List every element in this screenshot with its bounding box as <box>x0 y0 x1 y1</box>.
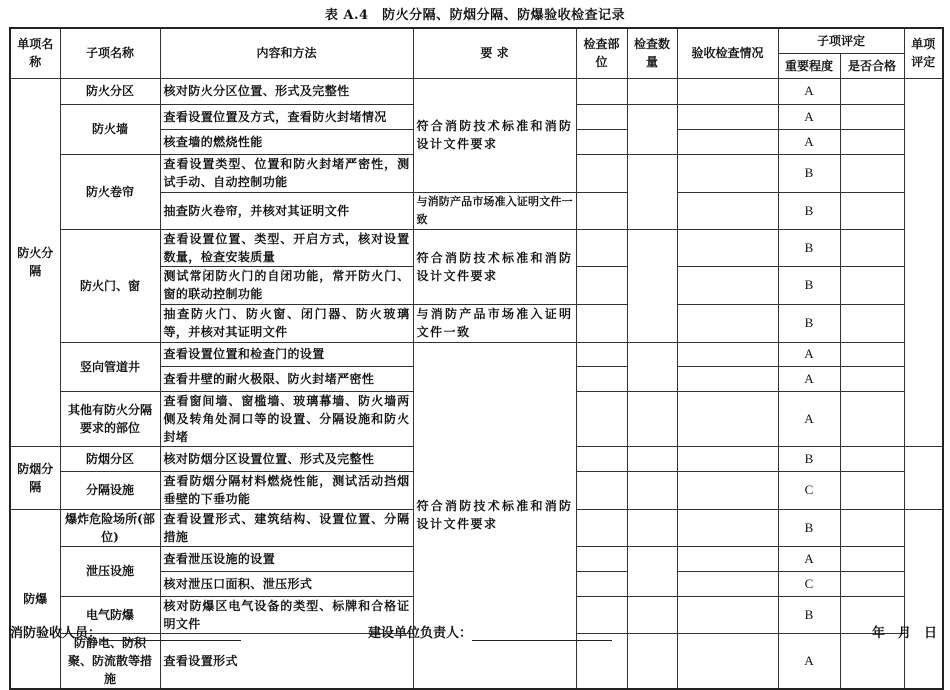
result-cell[interactable] <box>677 391 778 446</box>
importance-grade: C <box>778 571 840 596</box>
result-cell[interactable] <box>677 509 778 546</box>
location-cell[interactable] <box>576 509 627 546</box>
importance-grade: C <box>778 471 840 509</box>
qualified-cell[interactable] <box>840 571 904 596</box>
subitem-name: 竖向管道井 <box>60 342 160 391</box>
check-content: 抽查防火卷帘，并核对其证明文件 <box>160 192 413 229</box>
quantity-cell[interactable] <box>627 391 677 446</box>
qualified-cell[interactable] <box>840 266 904 304</box>
subitem-name: 防烟分区 <box>60 446 160 471</box>
check-content: 核对泄压口面积、泄压形式 <box>160 571 413 596</box>
owner-signature-line <box>472 626 612 641</box>
location-cell[interactable] <box>576 546 627 571</box>
qualified-cell[interactable] <box>840 192 904 229</box>
check-content: 核查墙的燃烧性能 <box>160 129 413 154</box>
qualified-cell[interactable] <box>840 446 904 471</box>
header-sub-eval: 子项评定 <box>778 28 904 53</box>
subitem-name: 爆炸危险场所(部位) <box>60 509 160 546</box>
result-cell[interactable] <box>677 633 778 689</box>
subitem-name: 分隔设施 <box>60 471 160 509</box>
header-content: 内容和方法 <box>160 28 413 78</box>
result-cell[interactable] <box>677 78 778 104</box>
item-eval-cell[interactable] <box>904 509 943 689</box>
importance-grade: B <box>778 596 840 633</box>
check-content: 核对防火分区位置、形式及完整性 <box>160 78 413 104</box>
requirement: 符合消防技术标准和消防设计文件要求 <box>413 229 576 304</box>
subitem-name: 其他有防火分隔要求的部位 <box>60 391 160 446</box>
check-content: 查看设置形式、建筑结构、设置位置、分隔措施 <box>160 509 413 546</box>
result-cell[interactable] <box>677 229 778 266</box>
item-name: 防烟分隔 <box>10 446 60 509</box>
quantity-cell[interactable] <box>627 633 677 689</box>
table-row <box>10 78 943 104</box>
inspector-signature <box>10 622 241 641</box>
header-item: 单项名称 <box>10 28 60 78</box>
importance-grade: B <box>778 229 840 266</box>
importance-grade: A <box>778 391 840 446</box>
result-cell[interactable] <box>677 366 778 391</box>
requirement: 与消防产品市场准入证明文件一致 <box>413 304 576 342</box>
check-content: 核对防爆区电气设备的类型、标牌和合格证明文件 <box>160 596 413 633</box>
location-cell[interactable] <box>576 391 627 446</box>
result-cell[interactable] <box>677 104 778 129</box>
importance-grade: A <box>778 104 840 129</box>
importance-grade: B <box>778 192 840 229</box>
qualified-cell[interactable] <box>840 509 904 546</box>
requirement: 与消防产品市场准入证明文件一致 <box>413 192 576 229</box>
location-cell[interactable] <box>576 192 627 229</box>
check-content: 查看设置位置、类型、开启方式，核对设置数量，检查安装质量 <box>160 229 413 266</box>
subitem-name: 防火门、窗 <box>60 229 160 342</box>
check-content: 查看设置位置及方式，查看防火封堵情况 <box>160 104 413 129</box>
importance-grade: B <box>778 154 840 192</box>
importance-grade: A <box>778 546 840 571</box>
quantity-cell[interactable] <box>627 509 677 546</box>
inspection-record-table <box>9 27 944 690</box>
quantity-cell[interactable] <box>627 596 677 633</box>
subitem-name: 泄压设施 <box>60 546 160 596</box>
qualified-cell[interactable] <box>840 633 904 689</box>
qualified-cell[interactable] <box>840 104 904 129</box>
check-content: 测试常闭防火门的自闭功能，常开防火门、窗的联动控制功能 <box>160 266 413 304</box>
table-row <box>10 229 943 266</box>
table-title: 表 A.4 防火分隔、防烟分隔、防爆验收检查记录 <box>324 8 626 23</box>
result-cell[interactable] <box>677 192 778 229</box>
qualified-cell[interactable] <box>840 471 904 509</box>
check-content: 查看井壁的耐火极限、防火封堵严密性 <box>160 366 413 391</box>
result-cell[interactable] <box>677 304 778 342</box>
check-content: 查看设置类型、位置和防火封堵严密性，测试手动、自动控制功能 <box>160 154 413 192</box>
qualified-cell[interactable] <box>840 78 904 104</box>
importance-grade: A <box>778 366 840 391</box>
header-subitem: 子项名称 <box>60 28 160 78</box>
quantity-cell[interactable] <box>627 104 677 154</box>
quantity-cell[interactable] <box>627 229 677 342</box>
check-content: 抽查防火门、防火窗、闭门器、防火玻璃等，并核对其证明文件 <box>160 304 413 342</box>
qualified-cell[interactable] <box>840 366 904 391</box>
location-cell[interactable] <box>576 229 627 266</box>
subitem-name: 电气防爆 <box>60 596 160 633</box>
header-requirement: 要 求 <box>413 28 576 78</box>
importance-grade: B <box>778 304 840 342</box>
header-result: 验收检查情况 <box>677 28 778 78</box>
location-cell[interactable] <box>576 633 627 689</box>
check-content: 查看设置位置和检查门的设置 <box>160 342 413 366</box>
qualified-cell[interactable] <box>840 154 904 192</box>
qualified-cell[interactable] <box>840 229 904 266</box>
result-cell[interactable] <box>677 266 778 304</box>
quantity-cell[interactable] <box>627 471 677 509</box>
location-cell[interactable] <box>576 78 627 104</box>
importance-grade: A <box>778 78 840 104</box>
location-cell[interactable] <box>576 129 627 154</box>
requirement: 符合消防技术标准和消防设计文件要求 <box>413 78 576 192</box>
qualified-cell[interactable] <box>840 129 904 154</box>
location-cell[interactable] <box>576 471 627 509</box>
result-cell[interactable] <box>677 342 778 366</box>
inspector-label: 消防验收人员： <box>10 626 102 641</box>
result-cell[interactable] <box>677 571 778 596</box>
importance-grade: A <box>778 129 840 154</box>
item-name: 防爆 <box>10 509 60 689</box>
result-cell[interactable] <box>677 129 778 154</box>
qualified-cell[interactable] <box>840 342 904 366</box>
quantity-cell[interactable] <box>627 154 677 229</box>
owner-label: 建设单位负责人： <box>368 626 473 641</box>
owner-signature <box>368 622 612 641</box>
subitem-name: 防静电、防积聚、防流散等措施 <box>60 633 160 689</box>
header-importance: 重要程度 <box>778 53 840 78</box>
result-cell[interactable] <box>677 154 778 192</box>
table-row <box>10 342 943 366</box>
subitem-name: 防火卷帘 <box>60 154 160 229</box>
quantity-cell[interactable] <box>627 78 677 104</box>
item-eval-cell[interactable] <box>904 446 943 509</box>
qualified-cell[interactable] <box>840 546 904 571</box>
importance-grade: A <box>778 633 840 689</box>
importance-grade: B <box>778 266 840 304</box>
result-cell[interactable] <box>677 546 778 571</box>
date-field: 年 月 日 <box>872 626 938 641</box>
header-qualified: 是否合格 <box>840 53 904 78</box>
location-cell[interactable] <box>576 446 627 471</box>
result-cell[interactable] <box>677 596 778 633</box>
quantity-cell[interactable] <box>627 342 677 391</box>
item-eval-cell[interactable] <box>904 78 943 446</box>
item-name: 防火分隔 <box>10 78 60 446</box>
qualified-cell[interactable] <box>840 391 904 446</box>
location-cell[interactable] <box>576 266 627 304</box>
importance-grade: A <box>778 342 840 366</box>
location-cell[interactable] <box>576 571 627 596</box>
subitem-name: 防火墙 <box>60 104 160 154</box>
check-content: 查看设置形式 <box>160 633 413 689</box>
result-cell[interactable] <box>677 446 778 471</box>
header-location: 检查部位 <box>576 28 627 78</box>
quantity-cell[interactable] <box>627 446 677 471</box>
inspector-signature-line <box>101 626 241 641</box>
check-content: 查看泄压设施的设置 <box>160 546 413 571</box>
location-cell[interactable] <box>576 104 627 129</box>
check-content: 查看防烟分隔材料燃烧性能，测试活动挡烟垂壁的下垂功能 <box>160 471 413 509</box>
check-content: 核对防烟分区设置位置、形式及完整性 <box>160 446 413 471</box>
header-quantity: 检查数量 <box>627 28 677 78</box>
quantity-cell[interactable] <box>627 546 677 596</box>
location-cell[interactable] <box>576 154 627 192</box>
qualified-cell[interactable] <box>840 304 904 342</box>
location-cell[interactable] <box>576 304 627 342</box>
result-cell[interactable] <box>677 471 778 509</box>
subitem-name: 防火分区 <box>60 78 160 104</box>
importance-grade: B <box>778 509 840 546</box>
importance-grade: B <box>778 446 840 471</box>
check-content: 查看窗间墙、窗槛墙、玻璃幕墙、防火墙两侧及转角处洞口等的设置、分隔设施和防火封堵 <box>160 391 413 446</box>
requirement: 符合消防技术标准和消防设计文件要求 <box>413 342 576 689</box>
header-item-eval: 单项评定 <box>904 28 943 78</box>
location-cell[interactable] <box>576 342 627 366</box>
location-cell[interactable] <box>576 366 627 391</box>
